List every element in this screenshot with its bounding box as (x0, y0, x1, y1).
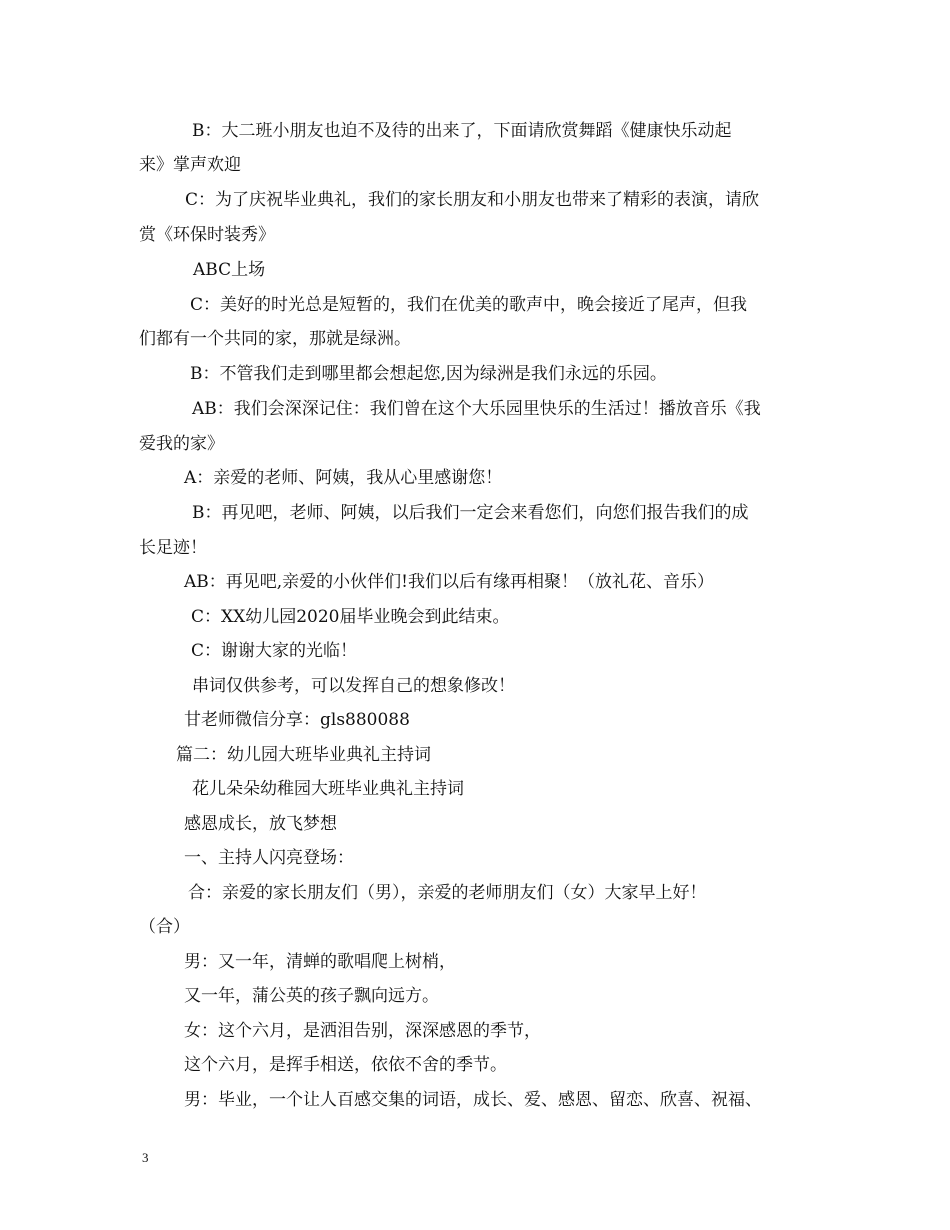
text-line: AB：再见吧,亲爱的小伙伴们!我们以后有缘再相聚！（放礼花、音乐） (184, 572, 715, 592)
text-line: 女：这个六月，是洒泪告别，深深感恩的季节， (184, 1021, 541, 1041)
text-line: B：再见吧，老师、阿姨，以后我们一定会来看您们，向您们报告我们的成 (192, 503, 749, 523)
text-line: 感恩成长，放飞梦想 (184, 814, 337, 834)
page-number: 3 (142, 1150, 149, 1165)
text-line: 爱我的家》 (139, 434, 224, 454)
text-line: C：谢谢大家的光临！ (191, 641, 358, 661)
text-line: 合：亲爱的家长朋友们（男），亲爱的老师朋友们（女）大家早上好！ (188, 883, 707, 903)
text-line: C：为了庆祝毕业典礼，我们的家长朋友和小朋友也带来了精彩的表演，请欣 (185, 190, 760, 210)
text-line: 篇二：幼儿园大班毕业典礼主持词 (176, 745, 431, 765)
text-line: C：XX幼儿园2020届毕业晚会到此结束。 (191, 607, 510, 627)
text-line: C：美好的时光总是短暂的，我们在优美的歌声中，晚会接近了尾声，但我 (190, 295, 748, 315)
text-line: AB：我们会深深记住：我们曾在这个大乐园里快乐的生活过！播放音乐《我 (192, 399, 761, 419)
text-line: 来》掌声欢迎 (139, 155, 241, 175)
text-line: 们都有一个共同的家，那就是绿洲。 (139, 329, 411, 349)
text-line: B：不管我们走到哪里都会想起您,因为绿洲是我们永远的乐园。 (190, 364, 667, 384)
text-line: 这个六月，是挥手相送，依依不舍的季节。 (184, 1055, 507, 1075)
text-line: 又一年，蒲公英的孩子飘向远方。 (184, 986, 439, 1006)
text-line: B：大二班小朋友也迫不及待的出来了，下面请欣赏舞蹈《健康快乐动起 (192, 121, 732, 141)
text-line: 长足迹！ (139, 538, 207, 558)
text-line: 男：毕业，一个让人百感交集的词语，成长、爱、感恩、留恋、欣喜、祝福、 (184, 1090, 762, 1110)
text-line: ABC上场 (193, 260, 266, 280)
text-line: 赏《环保时装秀》 (139, 225, 275, 245)
text-line: 串词仅供参考，可以发挥自己的想象修改！ (192, 676, 515, 696)
text-line: 男：又一年，清蝉的歌唱爬上树梢， (184, 952, 456, 972)
text-line: 甘老师微信分享：gls880088 (184, 710, 410, 730)
text-line: 一、主持人闪亮登场： (184, 848, 354, 868)
text-line: A：亲爱的老师、阿姨，我从心里感谢您！ (184, 468, 503, 488)
text-line: 花儿朵朵幼稚园大班毕业典礼主持词 (192, 779, 464, 799)
text-line: （合） (139, 917, 190, 937)
